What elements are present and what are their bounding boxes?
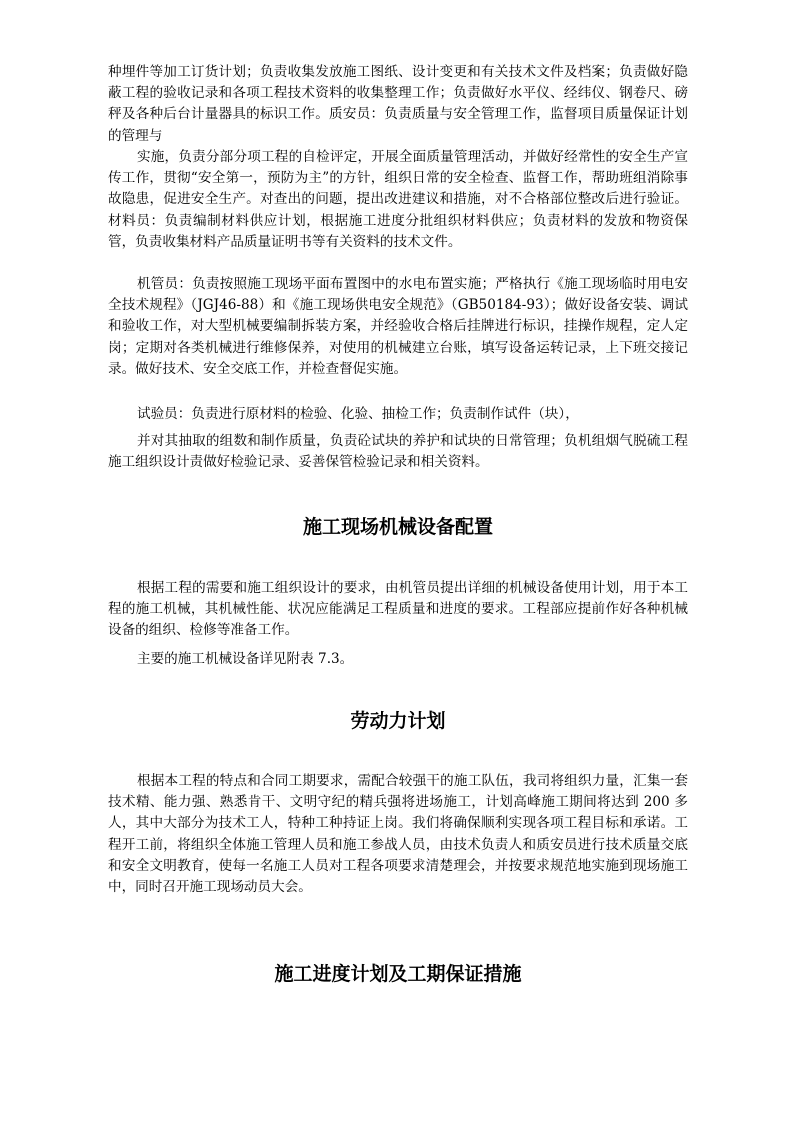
paragraph-tech-and-quality-duties: 种埋件等加工订货计划；负责收集发放施工图纸、设计变更和有关技术文件及档案；负责做好隐蔽工程的验收记录和各项工程技术资料的收集整理工作；负责做好水平仪、经纬仪、钢卷尺、磅秤及各种后台计量器具的标识工作。质安员：负责质量与安全管理工作，监督项目质量保证计划的管理与 [108, 64, 688, 144]
paragraph-machinery-manager-duties: 机管员：负责按照施工现场平面布置图中的水电布置实施；严格执行《施工现场临时用电安全技术规程》（JGJ46-88）和《施工现场供电安全规范》（GB50184-93）；做好设备安装、调试和验收工作，对大型机械要编制拆装方案，并经验收合格后挂牌进行标识，挂操作规程，定人定岗；定期对各类机械进行维修保养，对使用的机械建立台账，填写设备运转记录，上下班交接记录。做好技术、安全交底工作，并检查督促实施。 [108, 276, 688, 377]
section-heading-schedule: 施工进度计划及工期保证措施 [274, 963, 522, 985]
paragraph-tester-duties: 试验员：负责进行原材料的检验、化验、抽检工作；负责制作试件（块）， [137, 406, 579, 422]
paragraph-machinery-config: 根据工程的需要和施工组织设计的要求，由机管员提出详细的机械设备使用计划，用于本工程的施工机械，其机械性能、状况应能满足工程质量和进度的要求。工程部应提前作好各种机械设备的组织、检修等准备工作。 [108, 580, 688, 639]
paragraph-machinery-table-ref: 主要的施工机械设备详见附表 7.3。 [137, 651, 354, 667]
section-heading-labor: 劳动力计划 [350, 710, 446, 732]
section-heading-machinery: 施工现场机械设备配置 [302, 516, 493, 538]
paragraph-tester-duties-continued: 并对其抽取的组数和制作质量，负责砼试块的养护和试块的日常管理；负机组烟气脱硫工程施工组织设计责做好检验记录、妥善保管检验记录和相关资料。 [108, 433, 688, 471]
paragraph-labor-plan: 根据本工程的特点和合同工期要求，需配合较强干的施工队伍，我司将组织力量，汇集一套技术精、能力强、熟悉肯干、文明守纪的精兵强将进场施工，计划高峰施工期间将达到 200 多人，其中大部分为技术工人，特种工种持证上岗。我们将确保顺利实现各项工程目标和承诺。工程开工前，将组织全体施工管理人员和施工参战人员，由技术负责人和质安员进行技术质量交底和安全文明教育，使每一名施工人员对工程各项要求清楚理会，并按要求规范地实施到现场施工中，同时召开施工现场动员大会。 [108, 773, 688, 896]
paragraph-safety-and-materials-duties: 实施，负责分部分项工程的自检评定，开展全面质量管理活动，并做好经常性的安全生产宣传工作，贯彻“安全第一，预防为主”的方针，组织日常的安全检查、监督工作，帮助班组消除事故隐患，促进安全生产。对查出的问题，提出改进建议和措施，对不合格部位整改后进行验证。材料员：负责编制材料供应计划，根据施工进度分批组织材料供应；负责材料的发放和物资保管，负责收集材料产品质量证明书等有关资料的技术文件。 [108, 149, 688, 250]
